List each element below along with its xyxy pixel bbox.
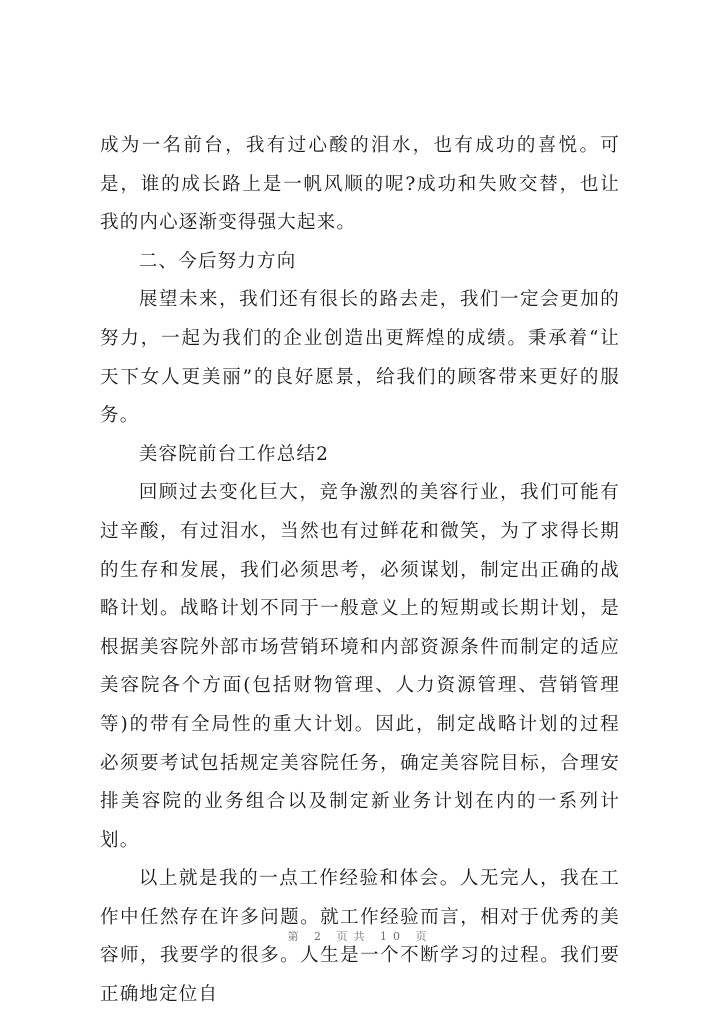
section-title-summary-2: 美容院前台工作总结2 — [138, 443, 330, 465]
document-body — [100, 127, 620, 1015]
page-number-footer: 第 2 页共 10 页 — [287, 930, 433, 943]
paragraph-3: 展望未来，我们还有很长的路去走，我们一定会更加的努力，一起为我们的企业创造出更辉煌的成绩。秉承着“让天下女人更美丽”的良好愿景，给我们的顾客带来更好的服务。 — [100, 289, 620, 427]
section-heading-future-direction: 二、今后努力方向 — [138, 250, 297, 272]
paragraph-1: 成为一名前台，我有过心酸的泪水，也有成功的喜悦。可是，谁的成长路上是一帆风顺的呢?成功和失败交替，也让我的内心逐渐变得强大起来。 — [100, 135, 620, 234]
paragraph-6: 以上就是我的一点工作经验和体会。人无完人，我在工作中任然存在许多问题。就工作经验而言，相对于优秀的美容师，我要学的很多。人生是一个不断学习的过程。我们要正确地定位自 — [100, 868, 620, 1006]
paragraph-5: 回顾过去变化巨大，竞争激烈的美容行业，我们可能有过辛酸，有过泪水，当然也有过鲜花和微笑，为了求得长期的生存和发展，我们必须思考，必须谋划，制定出正确的战略计划。战略计划不同于一般意义上的短期或长期计划，是根据美容院外部市场营销环境和内部资源条件而制定的适应美容院各个方面(包括财物管理、人力资源管理、营销管理等)的带有全局性的重大计划。因此，制定战略计划的过程必须要考试包括规定美容院任务，确定美容院目标，合理安排美容院的业务组合以及制定新业务计划在内的一系列计划。 — [100, 482, 620, 851]
